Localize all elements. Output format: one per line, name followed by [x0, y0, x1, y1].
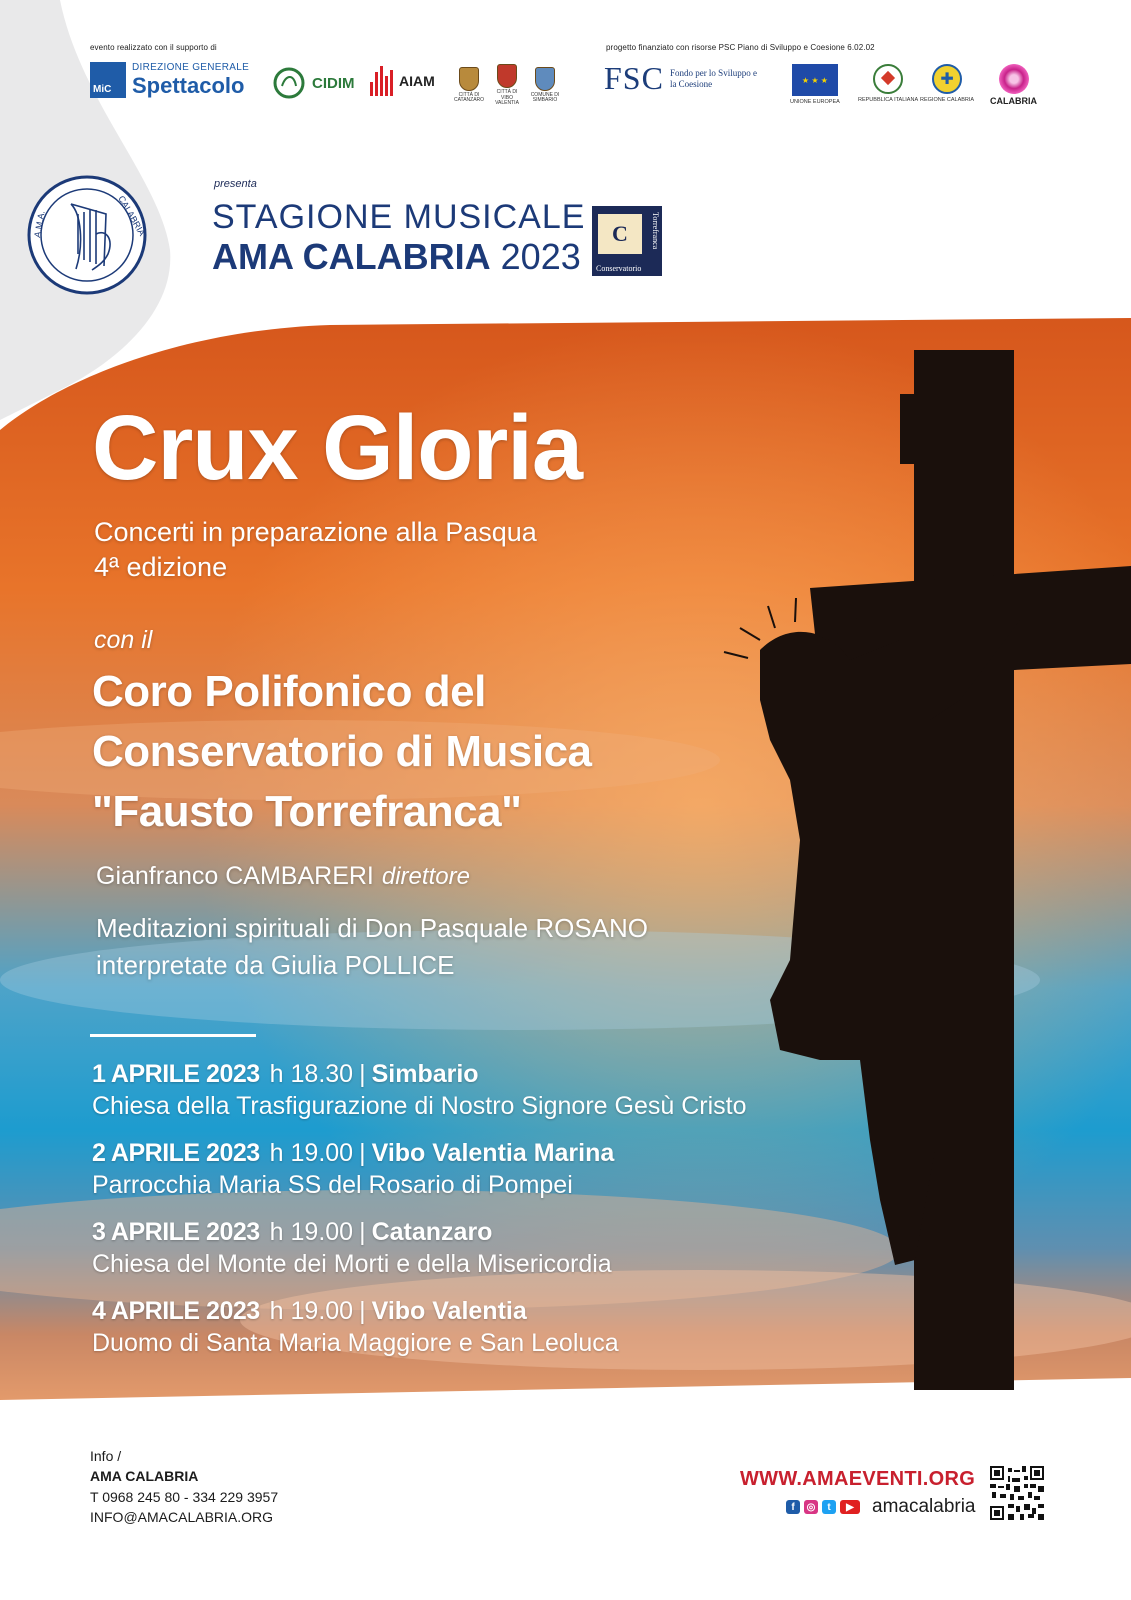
- event-hour: h 19.00: [269, 1139, 354, 1167]
- aiam-label: AIAM: [399, 73, 435, 89]
- cidim-logo: [272, 66, 355, 100]
- crest-simbario: COMUNE DI SIMBARIO: [528, 67, 562, 104]
- event-hour: h 18.30: [269, 1060, 354, 1088]
- italy-emblem: REPUBBLICA ITALIANA: [858, 64, 918, 103]
- social-handle[interactable]: amacalabria: [872, 1496, 976, 1517]
- website-link[interactable]: WWW.AMAEVENTI.ORG: [740, 1468, 976, 1490]
- conservatorio-label: Conservatorio: [596, 264, 642, 273]
- flower-icon: [999, 64, 1029, 94]
- conservatorio-vertical-label: Torrefranca: [651, 212, 660, 250]
- choir-line: Conservatorio di Musica: [92, 726, 592, 776]
- director-role: direttore: [381, 863, 470, 890]
- clef-icon: C: [598, 214, 642, 254]
- italy-emblem-icon: [873, 64, 903, 94]
- choir-line: Coro Polifonico del: [92, 667, 486, 716]
- info-label: Info /: [90, 1448, 122, 1464]
- crest-icon: [497, 64, 517, 88]
- event-venue: Chiesa della Trasfigurazione di Nostro Signore Gesù Cristo: [92, 1092, 747, 1120]
- choir-name: [92, 662, 592, 841]
- event-item: 4 APRILE 2023 h 19.00 | Vibo Valentia Duomo di Santa Maria Maggiore e San Leoluca: [92, 1297, 619, 1357]
- instagram-icon[interactable]: ◎: [804, 1500, 818, 1514]
- meditations-line: interpretate da Giulia POLLICE: [96, 949, 455, 980]
- choir-line: "Fausto Torrefranca": [92, 786, 522, 836]
- event-city: Catanzaro: [371, 1218, 493, 1246]
- eu-flag-icon: ★ ★ ★: [792, 64, 838, 96]
- eu-logo: ★ ★ ★ UNIONE EUROPEA: [790, 64, 840, 105]
- event-edition: 4ª edizione: [94, 552, 228, 582]
- fsc-label: FSC: [604, 60, 664, 96]
- ama-calabria-logo: [26, 174, 148, 296]
- event-venue: Chiesa del Monte dei Morti e della Misericordia: [92, 1250, 612, 1278]
- event-hour: h 19.00: [269, 1297, 354, 1325]
- contact-info: [90, 1446, 278, 1527]
- sponsor-caption-right: progetto finanziato con risorse PSC Piano di Sviluppo e Coesione 6.02.02: [606, 43, 875, 52]
- social-links: [786, 1496, 976, 1518]
- event-venue: Parrocchia Maria SS del Rosario di Pompei: [92, 1171, 573, 1199]
- event-item: 1 APRILE 2023 h 18.30 | Simbario Chiesa della Trasfigurazione di Nostro Signore Gesù Cristo: [92, 1060, 747, 1120]
- mic-small-label: DIREZIONE GENERALE: [132, 62, 250, 73]
- event-hour: h 19.00: [269, 1218, 354, 1246]
- event-item: 2 APRILE 2023 h 19.00 | Vibo Valentia Marina Parrocchia Maria SS del Rosario di Pompei: [92, 1139, 615, 1199]
- crest-vibo-valentia: CITTÀ DI VIBO VALENTIA: [490, 64, 524, 107]
- director-name: Gianfranco CAMBARERI: [96, 862, 374, 890]
- event-city: Vibo Valentia: [371, 1297, 527, 1325]
- event-date: 1 APRILE 2023: [92, 1060, 260, 1088]
- region-emblem: ✚ REGIONE CALABRIA: [920, 64, 974, 103]
- mic-big-label: Spettacolo: [132, 73, 245, 98]
- event-subtitle: Concerti in preparazione alla Pasqua: [94, 517, 537, 547]
- facebook-icon[interactable]: f: [786, 1500, 800, 1514]
- event-city: Vibo Valentia Marina: [371, 1139, 615, 1167]
- sponsor-caption-left: evento realizzato con il supporto di: [90, 43, 217, 52]
- fsc-logo: [604, 60, 762, 97]
- mic-spettacolo-logo: [90, 62, 249, 98]
- event-date: 3 APRILE 2023: [92, 1218, 260, 1246]
- aiam-bars-icon: [370, 66, 393, 96]
- crest-icon: [535, 67, 555, 91]
- event-city: Simbario: [371, 1060, 479, 1088]
- cidim-label: CIDIM: [312, 74, 355, 92]
- crest-catanzaro: CITTÀ DI CATANZARO: [452, 67, 486, 104]
- email-link[interactable]: INFO@AMACALABRIA.ORG: [90, 1508, 274, 1525]
- svg-text:CALABRIA: CALABRIA: [116, 194, 148, 238]
- event-item: 3 APRILE 2023 h 19.00 | Catanzaro Chiesa del Monte dei Morti e della Misericordia: [92, 1218, 612, 1278]
- mic-badge: MiC: [90, 62, 126, 98]
- youtube-icon[interactable]: ▶: [840, 1500, 860, 1514]
- calabria-logo: CALABRIA: [990, 64, 1037, 106]
- aiam-logo: [370, 66, 435, 96]
- director: [96, 862, 470, 891]
- crest-icon: [459, 67, 479, 91]
- season-name: AMA CALABRIA: [212, 236, 491, 277]
- season-subtitle: [212, 236, 581, 278]
- event-title: Crux Gloria: [92, 397, 583, 499]
- municipal-crests: [452, 64, 562, 107]
- season-year: 2023: [500, 236, 581, 277]
- cidim-icon: [272, 66, 306, 100]
- region-emblem-icon: ✚: [932, 64, 962, 94]
- presenta-label: presenta: [214, 178, 257, 190]
- twitter-icon[interactable]: t: [822, 1500, 836, 1514]
- event-date: 2 APRILE 2023: [92, 1139, 260, 1167]
- event-date: 4 APRILE 2023: [92, 1297, 260, 1325]
- meditations-line: Meditazioni spirituali di Don Pasquale ROSANO: [96, 913, 649, 943]
- meditations: [96, 910, 648, 984]
- event-venue: Duomo di Santa Maria Maggiore e San Leoluca: [92, 1329, 619, 1357]
- qr-code[interactable]: [990, 1466, 1044, 1520]
- svg-text:A.M.A.: A.M.A.: [32, 210, 47, 239]
- org-name: AMA CALABRIA: [90, 1468, 199, 1485]
- divider: [90, 1034, 256, 1037]
- conservatorio-logo: [592, 206, 662, 276]
- phone: T 0968 245 80 - 334 229 3957: [90, 1488, 279, 1505]
- con-il-label: con il: [94, 626, 153, 654]
- fsc-sub-label: Fondo per lo Sviluppo e la Coesione: [669, 67, 757, 89]
- season-title: STAGIONE MUSICALE: [212, 198, 586, 236]
